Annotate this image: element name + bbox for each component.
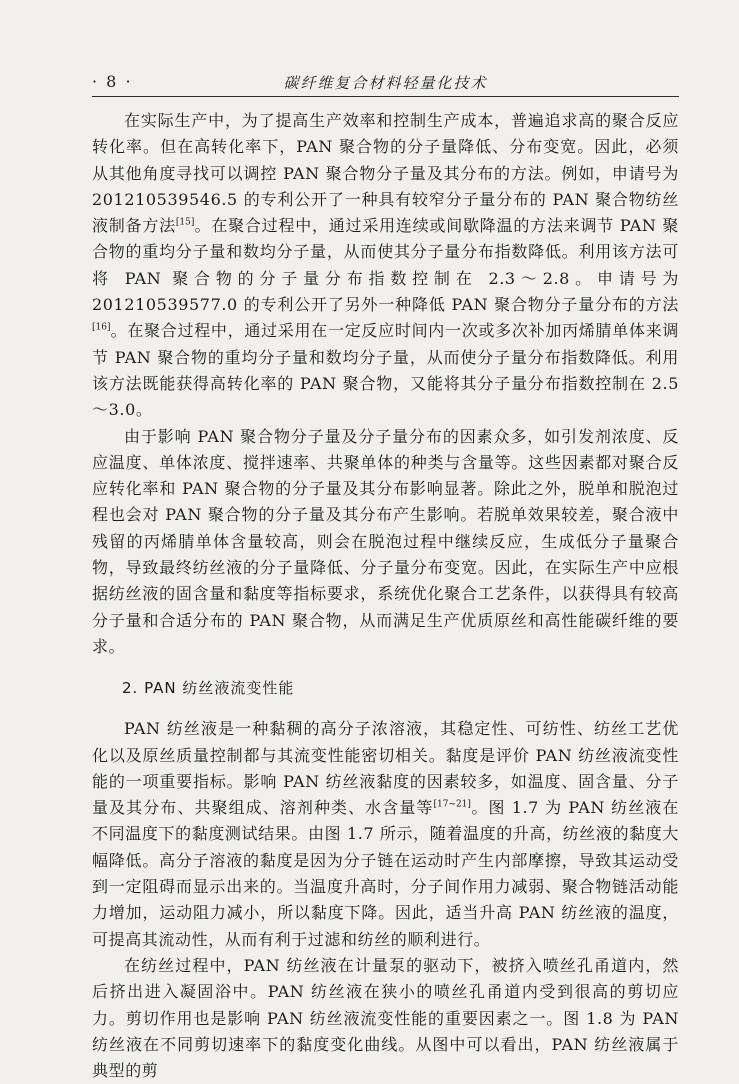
page-header [92, 60, 679, 97]
section-heading: 2. PAN 纺丝液流变性能 [122, 679, 295, 698]
paragraph-2: 由于影响 PAN 聚合物分子量及分子量分布的因素众多，如引发剂浓度、反应温度、单体浓度、搅拌速率、共聚单体的种类与含量等。这些因素都对聚合反应转化率和 PAN 聚合物的分子量及其分布影响显著。除此之外，脱单和脱泡过程也会对 PAN 聚合物的分子量及其分布产生影响。若脱单效果较差，聚合液中残留的丙烯腈单体含量较高，则会在脱泡过程中继续反应，生成低分子量聚合物，导致最终纺丝液的分子量降低、分子量分布变宽。因此，在实际生产中应根据纺丝液的固含量和黏度等指标要求，系统优化聚合工艺条件，以获得具有较高分子量和合适分布的 PAN 聚合物，从而满足生产优质原丝和高性能碳纤维的要求。 [92, 426, 679, 656]
paragraph-3-text-a: PAN 纺丝液是一种黏稠的高分子浓溶液，其稳定性、可纺性、纺丝工艺优化以及原丝质量控制都与其流变性能密切相关。黏度是评价 PAN 纺丝液流变性能的一项重要指标。影响 PAN 纺丝液黏度的因素较多，如温度、固含量、分子量及其分布、共聚组成、溶剂种类、水含量等 [92, 719, 679, 818]
paragraph-1-text-c: 。在聚合过程中，通过采用在一定反应时间内一次或多次补加丙烯腈单体来调节 PAN 聚合物的重均分子量和数均分子量，从而使分子量分布指数降低。利用该方法既能获得高转化率的 PAN 聚合物，又能将其分子量分布指数控制在 2.5～3.0。 [92, 321, 679, 420]
running-title: 碳纤维复合材料轻量化技术 [283, 74, 488, 92]
paragraph-1-text-b: 。在聚合过程中，通过采用连续或间歇降温的方法来调节 PAN 聚合物的重均分子量和数均分子量，从而使其分子量分布指数降低。利用该方法可将 PAN 聚合物的分子量分布指数控制在 2.3～2.8。申请号为 201210539577.0 的专利公开了另外一种降低 PAN 聚合物分子量分布的方法 [92, 216, 679, 315]
paragraph-4: 在纺丝过程中，PAN 纺丝液在计量泵的驱动下，被挤入喷丝孔甬道内，然后挤出进入凝固浴中。PAN 纺丝液在狭小的喷丝孔甬道内受到很高的剪切应力。剪切作用也是影响 PAN 纺丝液流变性能的重要因素之一。图 1.8 为 PAN 纺丝液在不同剪切速率下的黏度变化曲线。从图中可以看出，PAN 纺丝液属于典型的剪 [92, 955, 679, 1081]
citation-17-21: [17~21] [433, 799, 471, 810]
paragraph-1 [92, 108, 679, 424]
paragraph-1-text-a: 在实际生产中，为了提高生产效率和控制生产成本，普遍追求高的聚合反应转化率。但在高转化率下，PAN 聚合物的分子量降低、分布变宽。因此，必须从其他角度寻找可以调控 PAN 聚合物分子量及其分布的方法。例如，申请号为 201210539546.5 的专利公开了一种具有较窄分子量分布的 PAN 聚合物纺丝液制备方法 [92, 111, 679, 236]
citation-15: [15] [175, 217, 195, 228]
citation-16: [16] [92, 323, 111, 334]
paragraph-3 [92, 716, 679, 953]
page-body [92, 108, 679, 1084]
page-number: · 8 · [92, 72, 133, 91]
paragraph-3-text-b: 。图 1.7 为 PAN 纺丝液在不同温度下的黏度测试结果。由图 1.7 所示，随着温度的升高，纺丝液的黏度大幅降低。高分子溶液的黏度是因为分子链在运动时产生内部摩擦，导致其运动受到一定阻碍而显示出来的。当温度升高时，分子间作用力减弱、聚合物链活动能力增加，运动阻力减小，所以黏度下降。因此，适当升高 PAN 纺丝液的温度，可提高其流动性，从而有利于过滤和纺丝的顺利进行。 [92, 798, 679, 949]
